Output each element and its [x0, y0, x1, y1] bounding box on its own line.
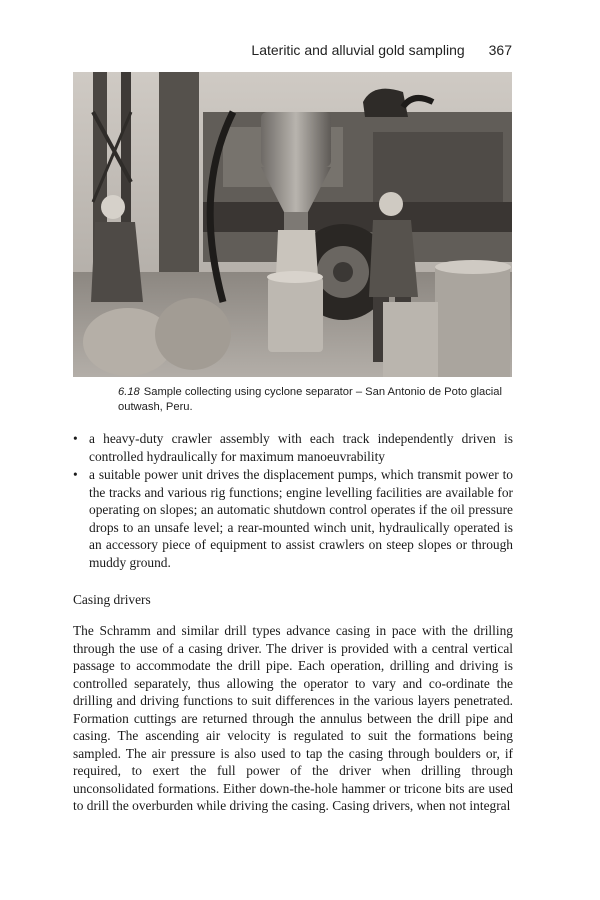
list-item — [73, 466, 513, 571]
bullet-list — [73, 430, 513, 572]
page-number: 367 — [488, 42, 512, 58]
drilling-rig-photo — [73, 72, 512, 377]
figure-caption — [118, 385, 512, 415]
list-item — [73, 430, 513, 465]
section-heading: Casing drivers — [73, 592, 151, 607]
figure-number: 6.18 — [118, 386, 140, 398]
bullet-icon: • — [73, 467, 78, 482]
running-header — [251, 42, 512, 58]
body-paragraph: The Schramm and similar drill types advance casing in pace with the drilling through the use of a casing driver. The driver is provided with a central vertical passage to accommodate the drill pipe. Each operation, drilling and driving is controlled separately, thus allowing the operator to vary and co-ordinate the drilling and driving functions to suit differences in the various layers penetrated. Formation cuttings are returned through the annulus between the drill pipe and casing. The ascending air velocity is regulated to suit the formations being sampled. The air pressure is also used to tap the casing through boulders or, if required, to exert the full power of the driver when drilling through unconsolidated formations. Either down-the-hole hammer or tricone bits are used to drill the overburden while driving the casing. Casing drivers, when not integral — [73, 623, 513, 813]
figure-caption-text: Sample collecting using cyclone separator – San Antonio de Poto glacial outwash, Peru. — [118, 386, 503, 413]
bullet-text: a heavy-duty crawler assembly with each track independently driven is controlled hydraulically for maximum manoeuvrability — [89, 431, 513, 464]
bullet-icon: • — [73, 431, 78, 446]
bullet-text: a suitable power unit drives the displacement pumps, which transmit power to the tracks and various rig functions; engine levelling facilities are available for operating on slopes; an automatic shutdown control operates if the oil pressure drops to an unsafe level; a rear-mounted winch unit, hydraulically operated is an accessory piece of equipment to assist crawlers on steep slopes or through muddy ground. — [89, 467, 513, 570]
figure-photo — [73, 72, 512, 377]
running-title: Lateritic and alluvial gold sampling — [251, 42, 465, 58]
